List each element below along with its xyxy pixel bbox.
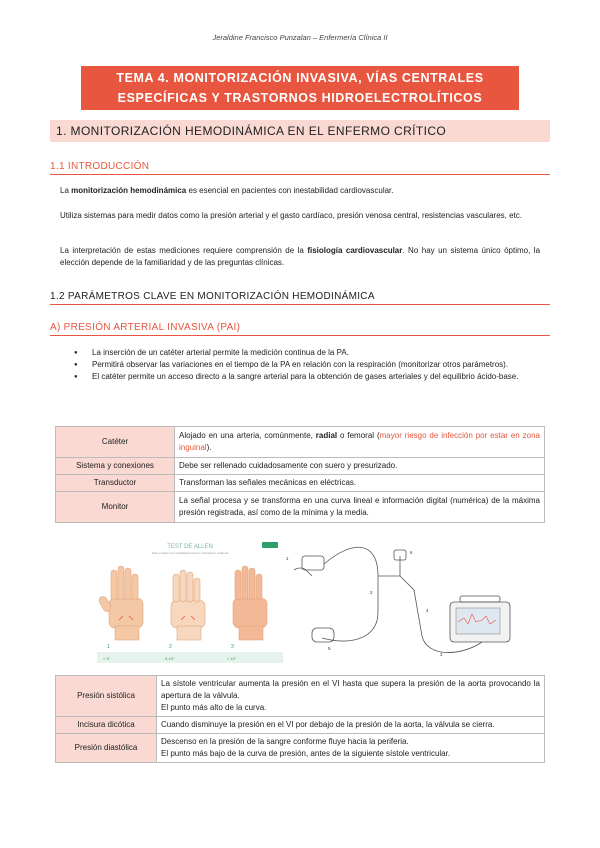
- device-label: 6: [410, 550, 413, 555]
- table-row: [56, 676, 545, 717]
- chapter-title-line2: ESPECÍFICAS Y TRASTORNOS HIDROELECTROLÍTICOS: [117, 91, 483, 105]
- table-value-monitor: La señal procesa y se transforma en una curva lineal e información digital (numérica) de la máxima presión registrada, así como de la mínima y la media.: [175, 492, 545, 523]
- page-author-header: Jeraldine Francisco Punzalan – Enfermería Clínica II: [212, 33, 388, 42]
- result-label: < 5": [103, 656, 111, 661]
- table-row: [56, 492, 545, 523]
- allen-test-title: TEST DE ALLEN: [167, 544, 213, 550]
- step-number: 3: [231, 644, 234, 650]
- pressure-curve-table: [55, 675, 545, 763]
- table-row: [56, 427, 545, 458]
- table-row: [56, 475, 545, 492]
- figure-badge: [262, 542, 278, 548]
- result-panel: [97, 652, 283, 663]
- table-value-diastolica: [157, 734, 545, 763]
- sistolica-line-2: El punto más alto de la curva.: [161, 703, 267, 712]
- table-row: [56, 717, 545, 734]
- pai-components-table: [55, 426, 545, 523]
- table-value-dicrotica: Cuando disminuye la presión en el VI por debajo de la presión de la aorta, la válvula se cierra.: [157, 717, 545, 734]
- arterial-tubing: [322, 576, 378, 641]
- table-key-dicrotica: Incisura dicótica: [56, 717, 157, 734]
- step-number: 2: [169, 644, 172, 650]
- pai-bullet-list: [60, 347, 544, 383]
- result-label: > 15": [227, 656, 237, 661]
- subsection-heading-pai: A) PRESIÓN ARTERIAL INVASIVA (PAI): [50, 322, 550, 336]
- flush-device: [302, 556, 324, 570]
- result-label: 5-15": [165, 656, 175, 661]
- section-heading-monitorizacion: 1. MONITORIZACIÓN HEMODINÁMICA EN EL ENFERMO CRÍTICO: [50, 120, 550, 142]
- transducer-line: [378, 556, 400, 576]
- device-label: 4: [426, 608, 429, 613]
- table-value-cateter: Alojado en una arteria, comúnmente, radial o femoral (mayor riesgo de infección por estar en zona inguinal).: [175, 427, 545, 458]
- table-row: [56, 458, 545, 475]
- allen-test-figure: [95, 540, 285, 664]
- intro-paragraph-3: La interpretación de estas mediciones requiere comprensión de la fisiología cardiovascular. No hay un sistema único óptimo, la elección depende de la familiaridad y de las preguntas clínicas.: [60, 246, 541, 267]
- table-key-cateter: Catéter: [56, 427, 175, 458]
- allen-test-subtitle: Para evaluar permeabilidad arterial y circulación colateral: [151, 551, 229, 555]
- subsection-heading-introduccion: 1.1 INTRODUCCIÓN: [50, 161, 550, 175]
- device-label: 2: [370, 590, 373, 595]
- diastolica-line-1: Descenso en la presión de la sangre conforme fluye hacia la periferia.: [161, 737, 409, 746]
- subsection-heading-parametros: 1.2 PARÁMETROS CLAVE EN MONITORIZACIÓN HEMODINÁMICA: [50, 291, 550, 305]
- device-label: 5: [328, 646, 331, 651]
- device-label: 1: [286, 556, 289, 561]
- chapter-title: [81, 66, 519, 110]
- device-label: 3: [440, 652, 443, 657]
- list-item: ● La inserción de un catéter arterial permite la medición continua de la PA.: [60, 347, 544, 359]
- table-row: [56, 734, 545, 763]
- table-key-sistema: Sistema y conexiones: [56, 458, 175, 475]
- table-value-sistema: Debe ser rellenado cuidadosamente con suero y presurizado.: [175, 458, 545, 475]
- monitor-device: [450, 596, 510, 642]
- arterial-line-setup-figure: [282, 546, 522, 664]
- table-key-sistolica: Presión sistólica: [56, 676, 157, 717]
- intro-paragraph-2: Utiliza sistemas para medir datos como la presión arterial y el gasto cardíaco, presión venosa central, resistencias vasculares, etc.: [60, 211, 522, 220]
- table-key-diastolica: Presión diastólica: [56, 734, 157, 763]
- list-item: ● El catéter permite un acceso directo a la sangre arterial para la obtención de gases arteriales y del equilibrio ácido-base.: [60, 371, 544, 383]
- step-number: 1: [107, 644, 110, 650]
- iv-tubing: [324, 547, 378, 576]
- diastolica-line-2: El punto más bajo de la curva de presión, antes de la siguiente sístole ventricular.: [161, 749, 451, 758]
- table-key-monitor: Monitor: [56, 492, 175, 523]
- chapter-title-line1: TEMA 4. MONITORIZACIÓN INVASIVA, VÍAS CENTRALES: [116, 71, 484, 85]
- table-value-transductor: Transforman las señales mecánicas en eléctricas.: [175, 475, 545, 492]
- sistolica-line-1: La sístole ventricular aumenta la presión en el VI hasta que supera la presión de la aorta provocando la apertura de la válvula.: [161, 679, 540, 700]
- table-key-transductor: Transductor: [56, 475, 175, 492]
- list-item: ● Permitirá observar las variaciones en el tiempo de la PA en relación con la respiración (monitorizar otros parámetros).: [60, 359, 544, 371]
- intro-paragraph-1: La monitorización hemodinámica es esencial en pacientes con inestabilidad cardiovascular.: [60, 186, 394, 195]
- table-value-sistolica: [157, 676, 545, 717]
